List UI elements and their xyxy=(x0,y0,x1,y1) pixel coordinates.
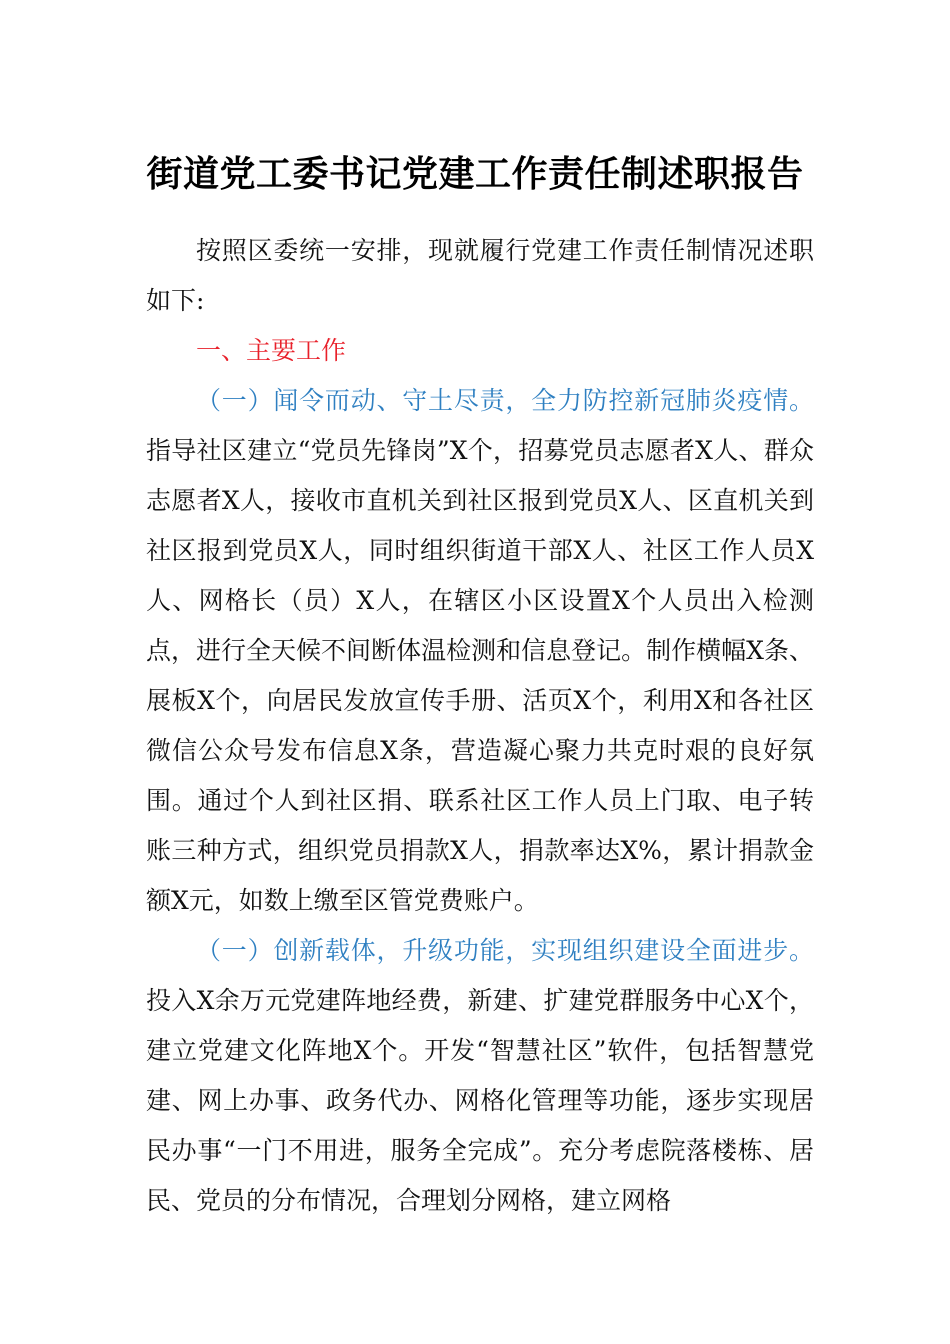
intro-paragraph: 按照区委统一安排，现就履行党建工作责任制情况述职如下: xyxy=(146,236,814,315)
section-heading-main-work: 一、主要工作 xyxy=(196,336,347,365)
paragraph-organization-building xyxy=(146,926,814,1226)
body-epidemic-control: 指导社区建立“党员先锋岗”X个，招募党员志愿者X人、群众志愿者X人，接收市直机关到社区报到党员X人、区直机关到社区报到党员X人，同时组织街道干部X人、社区工作人员X人、网格长（员）X人，在辖区小区设置X个人员出入检测点，进行全天候不间断体温检测和信息登记。制作横幅X条、展板X个，向居民发放宣传手册、活页X个，利用X和各社区微信公众号发布信息X条，营造凝心聚力共克时艰的良好氛围。通过个人到社区捐、联系社区工作人员上门取、电子转账三种方式，组织党员捐款X人，捐款率达X%，累计捐款金额X元，如数上缴至区管党费账户。 xyxy=(146,436,814,915)
subheading-organization-building: （一）创新载体，升级功能，实现组织建设全面进步。 xyxy=(196,936,814,965)
body-organization-building: 投入X余万元党建阵地经费，新建、扩建党群服务中心X个，建立党建文化阵地X个。开发“智慧社区”软件，包括智慧党建、网上办事、政务代办、网格化管理等功能，逐步实现居民办事“一门不用进，服务全完成”。充分考虑院落楼栋、居民、党员的分布情况，合理划分网格，建立网格 xyxy=(146,986,814,1215)
document-title: 街道党工委书记党建工作责任制述职报告 xyxy=(146,153,804,195)
subheading-epidemic-control: （一）闻令而动、守土尽责，全力防控新冠肺炎疫情。 xyxy=(196,386,814,415)
paragraph-epidemic-control xyxy=(146,376,814,926)
